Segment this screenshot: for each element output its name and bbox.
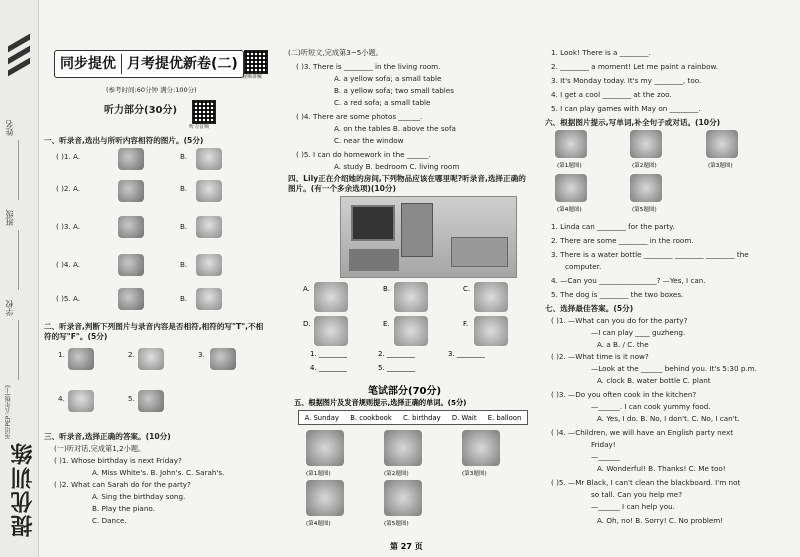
section-5-title: 五、根据图片及发音规则提示,选择正确的单词。(5分) — [294, 398, 467, 407]
room-picture — [340, 196, 517, 278]
write-1: 1. Linda can ________ for the party. — [551, 222, 675, 231]
best-1-q: ( )1. —What can you do for the party? — [551, 316, 688, 325]
word-d: D. Wait — [451, 413, 477, 422]
figure-caption: (第4题图) — [306, 521, 331, 527]
picture-icon — [474, 316, 508, 346]
fill-1: 1. Look! There is a ________. — [551, 48, 651, 57]
best-1-options: A. a B. / C. the — [597, 340, 649, 349]
picture-icon — [196, 216, 222, 238]
figure-caption: (第3题图) — [708, 163, 733, 169]
q2-b: B. — [180, 184, 188, 193]
picture-icon — [138, 390, 164, 412]
picture-icon — [394, 282, 428, 312]
name-label: 姓名 — [5, 120, 14, 136]
figure-caption: (第2题图) — [384, 471, 409, 477]
write-3: 3. There is a water bottle ________ ________ ________ the — [551, 250, 749, 259]
picture-icon — [462, 430, 500, 466]
best-2-options: A. clock B. water bottle C. plant — [597, 376, 711, 385]
tf-1: 1. — [58, 350, 65, 359]
picture-icon — [196, 180, 222, 202]
title-right: 月考提优新卷(二) — [127, 55, 238, 72]
figure-caption: (第5题图) — [384, 521, 409, 527]
grade-label: 英语PEP 五年级(上) — [5, 385, 12, 439]
figure-caption: (第1题图) — [306, 471, 331, 477]
fill-3: 3. It's Monday today. It's my ________, too. — [551, 76, 702, 85]
option-f-label: F. — [463, 320, 469, 328]
picture-icon — [306, 430, 344, 466]
picture-icon — [196, 148, 222, 170]
section-2-title: 二、听录音,判断下列图片与录音内容是否相符,相符的写"T",不相符的写"F"。(5分) — [44, 322, 264, 342]
best-5-q-cont: so tall. Can you help me? — [591, 490, 683, 499]
write-5: 5. The dog is ________ the two boxes. — [551, 290, 684, 299]
mc-5-question: ( )5. I can do homework in the ______. — [296, 150, 431, 159]
q5-b: B. — [180, 294, 188, 303]
best-4-a: —______ — [591, 452, 620, 461]
mc-1-options: A. Miss White's. B. John's. C. Sarah's. — [92, 468, 225, 477]
q2-a: ( )2. A. — [56, 184, 81, 193]
picture-icon — [118, 288, 144, 310]
picture-icon — [314, 282, 348, 312]
q3-a: ( )3. A. — [56, 222, 81, 231]
audio-qr-icon[interactable] — [192, 100, 216, 124]
best-3-a: —______. I can cook yummy food. — [591, 402, 711, 411]
word-e: E. balloon — [487, 413, 522, 422]
figure-caption: (第1题图) — [557, 163, 582, 169]
picture-icon — [555, 174, 587, 202]
best-3-options: A. Yes, I do. B. No, I don't. C. No, I can't. — [597, 414, 740, 423]
qr-code-icon[interactable] — [244, 50, 268, 74]
option-d-label: D. — [303, 320, 311, 328]
mc-4-option-c: C. near the window — [334, 136, 404, 145]
answer-2[interactable]: 2. ________ — [378, 350, 415, 358]
write-3-cont: computer. — [565, 262, 602, 271]
mc-5-options: A. study B. bedroom C. living room — [334, 162, 460, 171]
word-c: C. birthday — [403, 413, 441, 422]
picture-icon — [384, 430, 422, 466]
fill-4: 4. I get a cool ________ at the zoo. — [551, 90, 672, 99]
q1-b: B. — [180, 152, 188, 161]
figure-caption: (第2题图) — [632, 163, 657, 169]
bookshelf-icon — [401, 203, 433, 257]
picture-icon — [68, 390, 94, 412]
picture-icon — [118, 216, 144, 238]
best-2-q: ( )2. —What time is it now? — [551, 352, 649, 361]
write-4: 4. —Can you ________________? —Yes, I can. — [551, 276, 706, 285]
picture-icon — [138, 348, 164, 370]
q1-a: ( )1. A. — [56, 152, 81, 161]
picture-icon — [118, 148, 144, 170]
best-1-a: —I can play ____ guzheng. — [591, 328, 686, 337]
spine-line — [18, 230, 19, 290]
picture-icon — [630, 130, 662, 158]
tf-3: 3. — [198, 350, 205, 359]
picture-icon — [394, 316, 428, 346]
best-3-q: ( )3. —Do you often cook in the kitchen? — [551, 390, 697, 399]
title-left: 同步提优 — [60, 55, 116, 72]
mc-2-question: ( )2. What can Sarah do for the party? — [54, 480, 191, 489]
option-a-label: A. — [303, 285, 310, 293]
section-6-title: 六、根据图片提示,写单词,补全句子或对话。(10分) — [545, 118, 721, 127]
picture-icon — [118, 254, 144, 276]
q4-b: B. — [180, 260, 188, 269]
q3-b: B. — [180, 222, 188, 231]
option-c-label: C. — [463, 285, 471, 293]
picture-icon — [210, 348, 236, 370]
q4-a: ( )4. A. — [56, 260, 81, 269]
best-5-a: —______ I can help you. — [591, 502, 675, 511]
section-1-title: 一、听录音,选出与所听内容相符的图片。(5分) — [44, 136, 204, 145]
mc-4-question: ( )4. There are some photos ______. — [296, 112, 423, 121]
answer-4[interactable]: 4. ________ — [310, 364, 347, 372]
mc-2-option-a: A. Sing the birthday song. — [92, 492, 186, 501]
tf-4: 4. — [58, 394, 65, 403]
best-4-options: A. Wonderful! B. Thanks! C. Me too! — [597, 464, 726, 473]
tf-2: 2. — [128, 350, 135, 359]
spine-line — [18, 320, 19, 380]
page-number: 第 27 页 — [390, 542, 423, 551]
picture-icon — [706, 130, 738, 158]
window-icon — [351, 205, 395, 241]
picture-icon — [196, 254, 222, 276]
spine — [0, 0, 39, 557]
qr-note: 视频讲解 — [242, 74, 263, 80]
write-2: 2. There are some ________ in the room. — [551, 236, 694, 245]
figure-caption: (第4题图) — [557, 207, 582, 213]
best-5-options: A. Oh, no! B. Sorry! C. No problem! — [597, 516, 724, 525]
tf-5: 5. — [128, 394, 135, 403]
section-7-title: 七、选择最佳答案。(5分) — [545, 304, 634, 313]
picture-icon — [384, 480, 422, 516]
spine-line — [18, 140, 19, 200]
picture-icon — [474, 282, 508, 312]
answer-1[interactable]: 1. ________ — [310, 350, 347, 358]
q5-a: ( )5. A. — [56, 294, 81, 303]
word-a: A. Sunday — [304, 413, 339, 422]
option-b-label: B. — [383, 285, 391, 293]
mc-3-option-a: A. a yellow sofa; a small table — [334, 74, 442, 83]
mc-2-option-c: C. Dance. — [92, 516, 127, 525]
listening-heading: 听力部分(30分) — [104, 105, 178, 116]
figure-caption: (第5题图) — [632, 207, 657, 213]
sub-instruction-2: (二)听短文,完成第3~5小题。 — [288, 48, 383, 57]
picture-icon — [68, 348, 94, 370]
answer-5[interactable]: 5. ________ — [378, 364, 415, 372]
word-b: B. cookbook — [350, 413, 392, 422]
section-3-title: 三、听录音,选择正确的答案。(10分) — [44, 432, 171, 441]
bed-icon — [349, 249, 399, 271]
answer-3[interactable]: 3. ________ — [448, 350, 485, 358]
mc-3-question: ( )3. There is ________ in the living room. — [296, 62, 441, 71]
written-heading: 笔试部分(70分) — [368, 386, 442, 397]
section-4-title: 四、Lily正在介绍她的房间,下列物品应该在哪里呢?听录音,选择正确的图片。(有一个多余选项)(10分) — [288, 174, 526, 194]
picture-icon — [314, 316, 348, 346]
fill-2: 2. ________ a moment! Let me paint a rainbow. — [551, 62, 719, 71]
best-4-q-cont: Friday! — [591, 440, 616, 449]
figure-caption: (第3题图) — [462, 471, 487, 477]
option-e-label: E. — [383, 320, 390, 328]
fill-5: 5. I can play games with May on ________. — [551, 104, 701, 113]
mc-1-question: ( )1. Whose birthday is next Friday? — [54, 456, 182, 465]
time-info: (参考时间:60分钟 满分:100分) — [106, 86, 197, 94]
school-label: 学校 — [5, 300, 14, 316]
mc-4-options-ab: A. on the tables B. above the sofa — [334, 124, 456, 133]
picture-icon — [118, 180, 144, 202]
word-bank — [298, 410, 528, 425]
best-5-q: ( )5. —Mr Black, I can't clean the blackboard. I'm not — [551, 478, 741, 487]
audio-note: 听力音频 — [189, 124, 210, 130]
picture-icon — [306, 480, 344, 516]
title-box — [54, 50, 244, 78]
desk-icon — [451, 237, 508, 267]
picture-icon — [555, 130, 587, 158]
picture-icon — [196, 288, 222, 310]
picture-icon — [630, 174, 662, 202]
mc-3-option-b: B. a yellow sofa; two small tables — [334, 86, 454, 95]
mc-2-option-b: B. Play the piano. — [92, 504, 155, 513]
best-2-a: —Look at the ______ behind you. It's 5:30 p.m. — [591, 364, 757, 373]
brand-logo: 提优训练 — [11, 441, 36, 537]
mc-3-option-c: C. a red sofa; a small table — [334, 98, 431, 107]
sub-instruction: (一)听对话,完成第1,2小题。 — [54, 444, 146, 453]
class-label: 班级 — [5, 210, 14, 226]
best-4-q: ( )4. —Children, we will have an English party next — [551, 428, 734, 437]
